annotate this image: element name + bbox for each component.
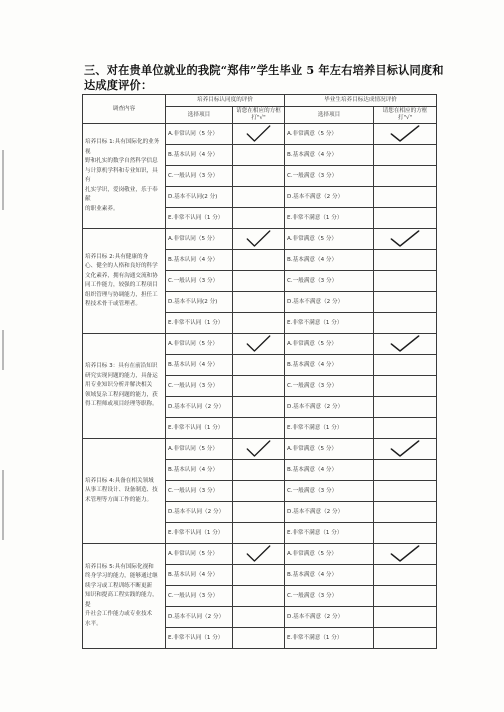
recognition-checkbox[interactable] [233,523,285,544]
achievement-checkbox[interactable] [374,208,437,229]
recognition-option: E.非常不认同（1 分） [166,418,233,439]
evaluation-body [83,124,437,649]
achievement-option: C.一般满意（3 分） [285,166,374,187]
objective-line: 培养目标 1:具有国际化的业务视 [85,139,160,155]
recognition-option: E.非常不认同（1 分） [166,523,233,544]
achievement-checkbox[interactable] [374,439,437,460]
achievement-option: E.非常不满意（1 分） [285,313,374,334]
recognition-checkbox[interactable] [233,397,285,418]
table-row [83,439,437,460]
recognition-checkbox[interactable] [233,229,285,250]
achievement-option: A.非常满意（5 分） [285,334,374,355]
objective-line: 升社会工作能力或专业技术 [85,611,153,618]
objective-2-text [83,229,166,334]
achievement-checkbox[interactable] [374,544,437,565]
recognition-option: A.非常认同（5 分） [166,544,233,565]
recognition-checkbox[interactable] [233,481,285,502]
achievement-checkbox[interactable] [374,313,437,334]
recognition-checkbox[interactable] [233,292,285,313]
objective-line: 的职业素养。 [85,205,119,212]
recognition-option: B.基本认同（4 分） [166,250,233,271]
achievement-checkbox[interactable] [374,334,437,355]
objective-line: 领域复杂工程问题的能力，获 [85,391,158,398]
achievement-checkbox[interactable] [374,166,437,187]
objective-line: 知识和提高工程实践的能力，提 [85,592,158,608]
check-mark-icon [233,229,284,249]
achievement-checkbox[interactable] [374,376,437,397]
header-option-2: 选择项目 [285,107,374,124]
recognition-option: C.一般认同（3 分） [166,271,233,292]
check-mark-icon [374,439,436,459]
achievement-option: E.非常不满意（1 分） [285,523,374,544]
recognition-option: D.基本不认同(2 分) [166,292,233,313]
objective-line: 水平。 [85,620,102,627]
recognition-option: D.基本不认同(2 分) [166,187,233,208]
table-row [83,124,437,145]
recognition-option: B.基本认同（4 分） [166,565,233,586]
recognition-option: A.非常认同（5 分） [166,334,233,355]
objective-line: 文化素养，拥有沟通交流和协 [85,272,158,279]
table-row [83,544,437,565]
objective-line: 同工作能力，较强的工程项目 [85,282,158,288]
achievement-checkbox[interactable] [374,418,437,439]
recognition-option: C.一般认同（3 分） [166,376,233,397]
achievement-checkbox[interactable] [374,523,437,544]
achievement-option: A.非常满意（5 分） [285,544,374,565]
achievement-checkbox[interactable] [374,628,437,649]
achievement-option: D.基本不满意（2 分） [285,187,374,208]
objective-line: 扎实学识，爱岗敬业，乐于奉献 [85,186,158,202]
recognition-checkbox[interactable] [233,355,285,376]
header-survey-content: 调查内容 [83,95,166,124]
achievement-option: C.一般满意（3 分） [285,481,374,502]
objective-line: 程技术骨干或管理者。 [85,301,141,307]
recognition-checkbox[interactable] [233,502,285,523]
achievement-checkbox[interactable] [374,565,437,586]
recognition-option: B.基本认同（4 分） [166,145,233,166]
check-mark-icon [374,229,436,249]
scan-margin-marks [2,0,5,712]
recognition-checkbox[interactable] [233,250,285,271]
check-mark-icon [374,544,436,564]
achievement-option: B.基本满意（4 分） [285,250,374,271]
recognition-option: A.非常认同（5 分） [166,439,233,460]
recognition-checkbox[interactable] [233,439,285,460]
achievement-option: D.基本不满意（2 分） [285,397,374,418]
recognition-checkbox[interactable] [233,586,285,607]
achievement-checkbox[interactable] [374,460,437,481]
achievement-checkbox[interactable] [374,145,437,166]
recognition-option: D.基本不认同（2 分） [166,397,233,418]
recognition-checkbox[interactable] [233,166,285,187]
objective-line: 心、健全的人格和良好的科学 [85,263,158,269]
recognition-option: A.非常认同（5 分） [166,124,233,145]
achievement-checkbox[interactable] [374,397,437,418]
table-row [83,334,437,355]
achievement-option: A.非常满意（5 分） [285,124,374,145]
recognition-option: C.一般认同（3 分） [166,481,233,502]
recognition-checkbox[interactable] [233,544,285,565]
check-mark-icon [374,334,436,354]
recognition-checkbox[interactable] [233,376,285,397]
objective-line: 培养目标 2:具有健康的身 [85,253,149,260]
recognition-checkbox[interactable] [233,418,285,439]
recognition-option: C.一般认同（3 分） [166,166,233,187]
header-achievement: 毕业生培养目标达成情况评价 [285,95,437,107]
check-mark-icon [233,334,284,354]
achievement-option: A.非常满意（5 分） [285,439,374,460]
objective-line: 与计算机学科和专业知识，具有 [85,167,158,183]
check-mark-icon [233,124,284,144]
achievement-option: E.非常不满意（1 分） [285,418,374,439]
achievement-checkbox[interactable] [374,607,437,628]
recognition-checkbox[interactable] [233,334,285,355]
recognition-option: C.一般认同（3 分） [166,586,233,607]
recognition-checkbox[interactable] [233,145,285,166]
recognition-option: B.基本认同（4 分） [166,355,233,376]
achievement-option: B.基本满意（4 分） [285,355,374,376]
achievement-option: B.基本满意（4 分） [285,145,374,166]
objective-5-text [83,544,166,649]
recognition-checkbox[interactable] [233,313,285,334]
recognition-option: A.非常认同（5 分） [166,229,233,250]
recognition-checkbox[interactable] [233,460,285,481]
recognition-checkbox[interactable] [233,187,285,208]
achievement-checkbox[interactable] [374,481,437,502]
table-row [83,229,437,250]
recognition-option: D.基本不认同（2 分） [166,502,233,523]
achievement-option: D.基本不满意（2 分） [285,502,374,523]
achievement-checkbox[interactable] [374,229,437,250]
recognition-checkbox[interactable] [233,628,285,649]
recognition-option: D.基本不认同（2 分） [166,607,233,628]
achievement-option: C.一般满意（3 分） [285,586,374,607]
achievement-option: D.基本不满意（2 分） [285,607,374,628]
header-mark-2: 请您在相应的方框打"√" [374,107,437,124]
objective-line: 研究实现问题的能力，具备运 [85,372,158,379]
header-option: 选择项目 [166,107,233,124]
header-mark: 请您在相应的方框打"√" [233,107,285,124]
header-recognition: 培养目标认同度的评价 [166,95,285,107]
achievement-checkbox[interactable] [374,271,437,292]
recognition-option: E.非常不认同（1 分） [166,313,233,334]
objective-3-text [83,334,166,439]
objective-line: 培养目标 3：具有在前沿知识 [85,363,158,370]
objective-line: 野和扎实的数学自然科学信息 [85,158,158,164]
achievement-checkbox[interactable] [374,187,437,208]
objective-line: 从事工程设计、设备制造、技 [85,487,158,494]
achievement-checkbox[interactable] [374,124,437,145]
achievement-option: C.一般满意（3 分） [285,271,374,292]
recognition-checkbox[interactable] [233,565,285,586]
recognition-option: E.非常不认同（1 分） [166,208,233,229]
objective-line: 用专业知识分析并解决相关 [85,382,153,389]
recognition-checkbox[interactable] [233,271,285,292]
objective-line: 培养目标 5:具有国际化视和 [85,563,154,570]
check-mark-icon [233,544,284,564]
achievement-checkbox[interactable] [374,586,437,607]
objective-line: 得工程师或项目经理等职称。 [85,401,158,408]
achievement-checkbox[interactable] [374,292,437,313]
recognition-checkbox[interactable] [233,124,285,145]
objective-1-text [83,124,166,229]
recognition-checkbox[interactable] [233,208,285,229]
objective-line: 终身学习的能力，能够通过继 [85,573,158,580]
achievement-option: E.非常不满意（1 分） [285,208,374,229]
achievement-option: C.一般满意（3 分） [285,376,374,397]
achievement-option: B.基本满意（4 分） [285,460,374,481]
objective-line: 术管理等方面工作的能力。 [85,496,153,503]
achievement-option: D.基本不满意（2 分） [285,292,374,313]
section-heading: 三、对在贵单位就业的我院“郑伟”学生毕业 5 年左右培养目标认同度和达成度评价： [84,63,444,92]
achievement-checkbox[interactable] [374,355,437,376]
recognition-option: E.非常不认同（1 分） [166,628,233,649]
objective-line: 组织管理与协调能力，担任工 [85,291,158,298]
objective-line: 续学习或工程训练不断更新 [85,582,153,589]
achievement-checkbox[interactable] [374,502,437,523]
evaluation-table [82,94,437,649]
achievement-option: A.非常满意（5 分） [285,229,374,250]
recognition-option: B.基本认同（4 分） [166,460,233,481]
objective-line: 培养目标 4:具备在相关领域 [85,477,154,484]
objective-4-text [83,439,166,544]
check-mark-icon [374,124,436,144]
achievement-checkbox[interactable] [374,250,437,271]
check-mark-icon [233,439,284,459]
achievement-option: B.基本满意（4 分） [285,565,374,586]
recognition-checkbox[interactable] [233,607,285,628]
achievement-option: E.非常不满意（1 分） [285,628,374,649]
